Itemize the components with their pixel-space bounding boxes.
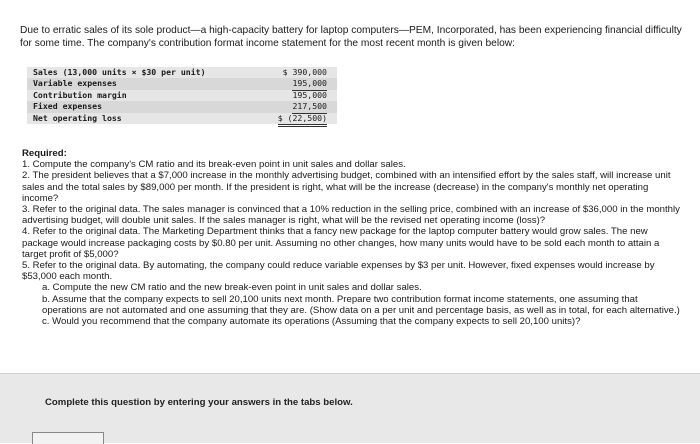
requirement-4: 4. Refer to the original data. The Marketing Department thinks that a fancy new package for the laptop computer battery would grow sales. The new package would increase packaging costs by $0.80 per unit. Assuming no other changes, how many units would have to be sold each month to attain a target profit of $5,000?	[22, 226, 660, 260]
requirement-5a: a. Compute the new CM ratio and the new break-even point in unit sales and dollar sales.	[42, 282, 422, 294]
required-heading: Required:	[22, 148, 67, 159]
statement-row-sales	[27, 67, 337, 78]
statement-amount: $ (22,500)	[278, 113, 327, 127]
statement-label: Net operating loss	[33, 112, 122, 123]
requirement-1: 1. Compute the company's CM ratio and its break-even point in unit sales and dollar sales.	[22, 159, 406, 171]
requirement-5c: c. Would you recommend that the company automate its operations (Assuming that the company expects to sell 20,100 units)?	[42, 316, 581, 328]
requirement-5b: b. Assume that the company expects to sell 20,100 units next month. Prepare two contribution format income statements, one assuming that operations are not automated and one assuming that they are. (Show data on a per unit and percentage basis, as well as in total, for each alternative.)	[42, 293, 680, 316]
answer-panel	[0, 373, 700, 443]
required-section	[22, 148, 682, 327]
statement-row-net-operating-loss	[27, 113, 337, 124]
statement-label: Contribution margin	[33, 89, 127, 100]
problem-intro: Due to erratic sales of its sole product—a high-capacity battery for laptop computers—PEM, Incorporated, has been experiencing financial difficulty for some time. The company's contribution format income statement for the most recent month is given below:	[20, 25, 682, 49]
statement-row-fixed-expenses	[27, 101, 337, 112]
statement-label: Sales (13,000 units × $30 per unit)	[33, 67, 206, 77]
statement-amount: 195,000	[292, 89, 327, 100]
statement-row-contribution-margin	[27, 90, 337, 101]
statement-amount: 195,000	[292, 78, 327, 90]
statement-label: Fixed expenses	[33, 101, 103, 112]
statement-row-variable-expenses	[27, 78, 337, 89]
requirement-2: 2. The president believes that a $7,000 increase in the monthly advertising budget, combined with an intensified effort by the sales staff, will increase unit sales and the total sales by $89,000 per month. If the president is right, what will be the increase (decrease) in the company's monthly net operating income?	[22, 170, 671, 204]
income-statement	[27, 67, 337, 124]
statement-amount: $ 390,000	[282, 67, 327, 77]
requirement-3: 3. Refer to the original data. The sales manager is convinced that a 10% reduction in the selling price, combined with an increase of $36,000 in the monthly advertising budget, will double unit sales. If the sales manager is right, what will be the revised net operating income (loss)?	[22, 204, 680, 227]
requirement-5: 5. Refer to the original data. By automating, the company could reduce variable expenses by $3 per unit. However, fixed expenses would increase by $53,000 each month.	[22, 260, 655, 283]
answer-tab[interactable]	[32, 432, 104, 444]
statement-label: Variable expenses	[33, 78, 117, 89]
statement-amount: 217,500	[292, 101, 327, 113]
answer-instruction: Complete this question by entering your answers in the tabs below.	[45, 397, 353, 408]
